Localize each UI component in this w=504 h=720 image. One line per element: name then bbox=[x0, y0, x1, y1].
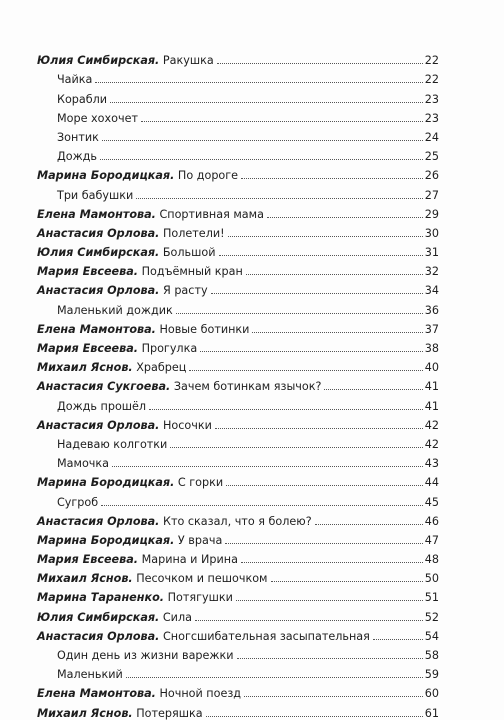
toc-author: Мария Евсеева. bbox=[37, 265, 139, 279]
toc-entry-text bbox=[37, 707, 203, 720]
toc-entry-text bbox=[57, 189, 133, 202]
dot-leader bbox=[101, 505, 423, 506]
toc-page-number: 23 bbox=[424, 111, 439, 125]
toc-author: Елена Мамонтова. bbox=[37, 687, 156, 701]
toc-entry bbox=[37, 374, 439, 393]
toc-title: Ракушка bbox=[162, 54, 214, 68]
toc-title: Надеваю колготки bbox=[57, 437, 168, 451]
toc-entry bbox=[37, 202, 439, 221]
toc-page-number: 44 bbox=[424, 476, 439, 490]
toc-entry bbox=[37, 163, 439, 182]
toc-entry-text bbox=[37, 630, 370, 643]
toc-title: Три бабушки bbox=[57, 188, 134, 202]
toc-title: Спортивная мама bbox=[159, 207, 264, 221]
toc-entry-text bbox=[37, 208, 264, 221]
dot-leader bbox=[141, 121, 423, 122]
toc-title: Полетели! bbox=[163, 226, 225, 240]
toc-entry-text bbox=[37, 591, 233, 604]
toc-page-number: 36 bbox=[424, 303, 439, 317]
toc-entry bbox=[37, 221, 439, 240]
toc-entry-text bbox=[57, 457, 109, 470]
toc-author: Юлия Симбирская. bbox=[37, 54, 160, 68]
dot-leader bbox=[225, 543, 422, 544]
toc-title: Новые ботинки bbox=[159, 322, 250, 336]
toc-entry-text bbox=[37, 265, 243, 278]
toc-entry bbox=[37, 144, 439, 163]
toc-entry bbox=[37, 278, 439, 297]
dot-leader bbox=[100, 159, 423, 160]
dot-leader bbox=[226, 485, 423, 486]
table-of-contents bbox=[37, 48, 439, 720]
toc-title: Один день из жизни варежки bbox=[57, 649, 234, 662]
toc-author: Анастасия Сукгоева. bbox=[37, 380, 171, 394]
toc-page-number: 27 bbox=[424, 188, 439, 202]
toc-entry-text bbox=[37, 169, 238, 182]
toc-entry bbox=[37, 86, 439, 105]
toc-entry bbox=[37, 509, 439, 528]
toc-entry-text bbox=[37, 227, 225, 240]
toc-entry bbox=[37, 125, 439, 144]
toc-title: Большой bbox=[162, 246, 216, 260]
toc-page-number: 30 bbox=[424, 226, 439, 240]
toc-entry bbox=[37, 700, 439, 719]
toc-entry bbox=[37, 336, 439, 355]
toc-author: Юлия Симбирская. bbox=[37, 610, 160, 624]
dot-leader bbox=[200, 351, 423, 352]
toc-entry bbox=[37, 182, 439, 201]
toc-title: Мамочка bbox=[57, 457, 110, 471]
toc-title: Сила bbox=[162, 610, 192, 624]
toc-page-number: 37 bbox=[424, 322, 439, 336]
toc-page-number: 24 bbox=[424, 130, 439, 144]
toc-title: Прогулка bbox=[141, 342, 198, 355]
toc-page-number: 26 bbox=[424, 169, 439, 183]
dot-leader bbox=[126, 677, 423, 678]
toc-author: Анастасия Орлова. bbox=[37, 284, 160, 298]
toc-title: Море хохочет bbox=[57, 111, 138, 125]
toc-title: Сугроб bbox=[57, 495, 99, 509]
toc-author: Анастасия Орлова. bbox=[37, 514, 160, 528]
toc-title: Потеряшка bbox=[136, 706, 203, 720]
toc-page-number: 59 bbox=[424, 668, 439, 682]
toc-page-number: 29 bbox=[424, 207, 439, 221]
toc-entry bbox=[37, 566, 439, 585]
toc-entry bbox=[37, 585, 439, 604]
toc-title: Ночной поезд bbox=[159, 687, 242, 701]
toc-title: Потягушки bbox=[167, 591, 233, 605]
toc-page-number: 38 bbox=[424, 342, 439, 355]
dot-leader bbox=[236, 600, 423, 601]
dot-leader bbox=[110, 102, 423, 103]
dot-leader bbox=[228, 236, 423, 237]
dot-leader bbox=[315, 524, 423, 525]
toc-author: Марина Бородицкая. bbox=[37, 533, 175, 547]
toc-title: Я расту bbox=[163, 284, 208, 298]
dot-leader bbox=[112, 466, 423, 467]
toc-entry bbox=[37, 413, 439, 432]
toc-page-number: 22 bbox=[424, 54, 439, 68]
toc-entry bbox=[37, 432, 439, 451]
dot-leader bbox=[241, 562, 423, 563]
dot-leader bbox=[373, 639, 423, 640]
dot-leader bbox=[241, 178, 423, 179]
toc-page-number: 34 bbox=[424, 284, 439, 298]
toc-title: Корабли bbox=[57, 92, 108, 106]
toc-title: Дождь bbox=[57, 150, 97, 164]
toc-page-number: 25 bbox=[424, 150, 439, 164]
toc-entry-text bbox=[57, 668, 123, 681]
toc-entry bbox=[37, 662, 439, 681]
toc-author: Анастасия Орлова. bbox=[37, 418, 160, 432]
toc-entry-text bbox=[37, 323, 249, 336]
toc-entry-text bbox=[37, 611, 192, 624]
toc-page-number: 50 bbox=[424, 572, 439, 586]
toc-entry bbox=[37, 355, 439, 374]
toc-author: Мария Евсеева. bbox=[37, 342, 139, 355]
toc-title: Носочки bbox=[163, 418, 212, 432]
toc-title: У врача bbox=[177, 533, 223, 547]
toc-title: Чайка bbox=[57, 73, 93, 87]
toc-entry-text bbox=[37, 246, 216, 259]
toc-page-number: 58 bbox=[424, 649, 439, 662]
toc-title: Храбрец bbox=[136, 361, 187, 375]
dot-leader bbox=[271, 581, 423, 582]
dot-leader bbox=[149, 409, 423, 410]
toc-title: Зонтик bbox=[57, 130, 99, 144]
dot-leader bbox=[136, 198, 422, 199]
toc-author: Елена Мамонтова. bbox=[37, 207, 156, 221]
toc-entry-text bbox=[57, 496, 98, 509]
dot-leader bbox=[215, 428, 423, 429]
toc-entry bbox=[37, 297, 439, 316]
dot-leader bbox=[217, 63, 423, 64]
toc-entry-text bbox=[57, 438, 167, 451]
dot-leader bbox=[246, 274, 423, 275]
toc-entry-text bbox=[37, 476, 223, 489]
toc-entry bbox=[37, 624, 439, 643]
toc-entry bbox=[37, 470, 439, 489]
toc-page-number: 48 bbox=[424, 553, 439, 567]
toc-entry-text bbox=[37, 342, 197, 355]
toc-title: Подъёмный кран bbox=[141, 265, 243, 279]
toc-entry-text bbox=[37, 572, 268, 585]
dot-leader bbox=[95, 82, 422, 83]
toc-page-number: 51 bbox=[424, 591, 439, 605]
toc-author: Марина Бородицкая. bbox=[37, 476, 175, 490]
toc-entry bbox=[37, 451, 439, 470]
toc-author: Михаил Яснов. bbox=[37, 572, 133, 586]
dot-leader bbox=[170, 447, 422, 448]
dot-leader bbox=[237, 658, 423, 659]
toc-page-number: 22 bbox=[424, 73, 439, 87]
toc-entry-text bbox=[37, 380, 321, 393]
toc-title: Сногсшибательная засыпательная bbox=[163, 629, 370, 643]
toc-entry bbox=[37, 681, 439, 700]
dot-leader bbox=[267, 217, 423, 218]
toc-page-number: 23 bbox=[424, 92, 439, 106]
toc-title: Зачем ботинкам язычок? bbox=[173, 380, 322, 394]
toc-title: С горки bbox=[177, 476, 224, 490]
toc-entry-text bbox=[37, 54, 214, 67]
toc-entry-text bbox=[57, 150, 97, 163]
toc-entry-text bbox=[37, 419, 212, 432]
toc-page-number: 45 bbox=[424, 495, 439, 509]
toc-title: Дождь прошёл bbox=[57, 399, 147, 413]
toc-author: Елена Мамонтова. bbox=[37, 322, 156, 336]
dot-leader bbox=[252, 332, 422, 333]
toc-entry-text bbox=[37, 361, 186, 374]
dot-leader bbox=[176, 313, 423, 314]
toc-entry bbox=[37, 604, 439, 623]
toc-entry-text bbox=[37, 515, 312, 528]
dot-leader bbox=[211, 293, 423, 294]
toc-page-number: 60 bbox=[424, 687, 439, 701]
toc-author: Юлия Симбирская. bbox=[37, 246, 160, 260]
toc-page-number: 40 bbox=[424, 361, 439, 375]
toc-entry-text bbox=[57, 400, 146, 413]
toc-page-number: 41 bbox=[424, 399, 439, 413]
toc-title: Песочком и пешочком bbox=[136, 572, 268, 586]
toc-page-number: 41 bbox=[424, 380, 439, 394]
toc-author: Анастасия Орлова. bbox=[37, 226, 160, 240]
toc-page-number: 46 bbox=[424, 514, 439, 528]
toc-page-number: 54 bbox=[424, 629, 439, 643]
dot-leader bbox=[324, 389, 422, 390]
toc-author: Анастасия Орлова. bbox=[37, 629, 160, 643]
toc-title: Маленький bbox=[57, 668, 123, 682]
toc-page-number: 52 bbox=[424, 610, 439, 624]
toc-page-number: 32 bbox=[424, 265, 439, 279]
dot-leader bbox=[206, 716, 423, 717]
toc-author: Мария Евсеева. bbox=[37, 553, 139, 567]
toc-entry-text bbox=[57, 304, 173, 317]
toc-entry bbox=[37, 547, 439, 566]
toc-entry-text bbox=[37, 553, 238, 566]
toc-page-number: 61 bbox=[424, 706, 439, 720]
toc-page-number: 43 bbox=[424, 457, 439, 471]
toc-entry-text bbox=[57, 649, 234, 662]
toc-entry bbox=[37, 528, 439, 547]
toc-title: Маленький дождик bbox=[57, 303, 173, 317]
toc-entry bbox=[37, 259, 439, 278]
toc-author: Марина Тараненко. bbox=[37, 591, 165, 605]
toc-entry-text bbox=[57, 93, 107, 106]
toc-entry bbox=[37, 489, 439, 508]
toc-entry bbox=[37, 48, 439, 67]
dot-leader bbox=[102, 140, 423, 141]
dot-leader bbox=[244, 696, 423, 697]
toc-page-number: 42 bbox=[424, 418, 439, 432]
toc-page-number: 31 bbox=[424, 246, 439, 260]
dot-leader bbox=[189, 370, 422, 371]
toc-entry-text bbox=[37, 534, 222, 547]
dot-leader bbox=[195, 620, 423, 621]
toc-entry bbox=[37, 643, 439, 662]
toc-title: Марина и Ирина bbox=[141, 553, 238, 567]
toc-author: Марина Бородицкая. bbox=[37, 169, 175, 183]
toc-entry bbox=[37, 393, 439, 412]
dot-leader bbox=[219, 255, 423, 256]
toc-page-number: 42 bbox=[424, 437, 439, 451]
toc-title: По дороге bbox=[177, 169, 239, 183]
toc-entry-text bbox=[57, 131, 99, 144]
toc-author: Михаил Яснов. bbox=[37, 361, 133, 375]
toc-author: Михаил Яснов. bbox=[37, 706, 133, 720]
toc-entry bbox=[37, 106, 439, 125]
toc-entry bbox=[37, 67, 439, 86]
toc-title: Кто сказал, что я болею? bbox=[163, 514, 312, 528]
toc-entry-text bbox=[37, 284, 208, 297]
toc-page-number: 47 bbox=[424, 533, 439, 547]
toc-entry-text bbox=[37, 687, 241, 700]
toc-entry bbox=[37, 317, 439, 336]
toc-entry-text bbox=[57, 73, 92, 86]
toc-entry-text bbox=[57, 112, 138, 125]
toc-entry bbox=[37, 240, 439, 259]
